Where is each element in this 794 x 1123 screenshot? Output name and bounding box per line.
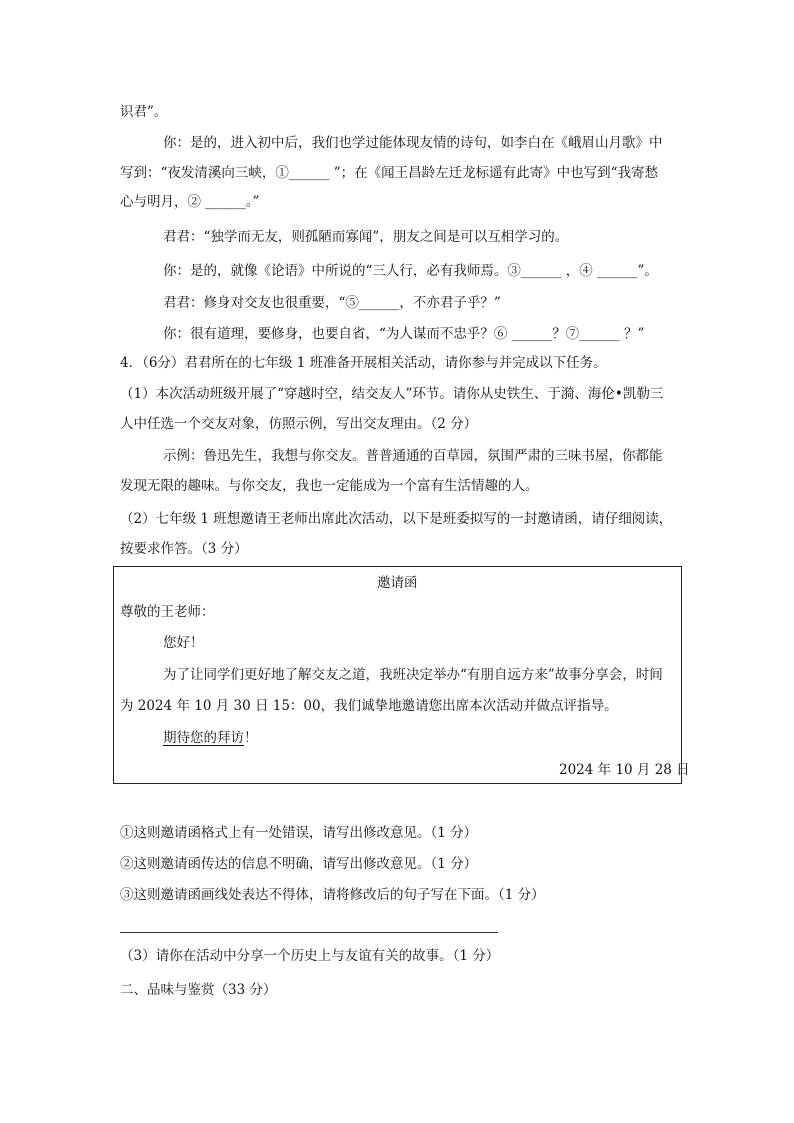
dialogue-line-5: 君君：“独学而无友，则孤陋而寡闻”，朋友之间是可以互相学习的。 (163, 229, 569, 245)
invitation-closing-mark: ！ (244, 730, 258, 746)
dialogue-line-8: 你：很有道理，要修身，也要自省，“为人谋而不忠乎？⑥ ______？⑦______ ？” (163, 326, 645, 342)
question-4-part-1-line-2: 人中任选一个交友对象，仿照示例，写出交友理由。（2 分） (120, 416, 478, 432)
subquestion-3: ③这则邀请函画线处表达不得体，请将修改后的句子写在下面。（1 分） (120, 887, 545, 903)
invitation-greeting: 您好！ (163, 635, 204, 651)
example-line-1: 示例：鲁迅先生，我想与你交友。普普通通的百草园，氛围严肃的三味书屋，你都能 (163, 448, 663, 464)
invitation-body-line-2: 为 2024 年 10 月 30 日 15：00，我们诚挚地邀请您出席本次活动并做点评指导。 (120, 698, 618, 714)
dialogue-line-1: 识君”。 (120, 104, 168, 120)
question-4-header: 4．（6分）君君所在的七年级 1 班准备开展相关活动，请你参与并完成以下任务。 (120, 355, 607, 371)
dialogue-line-2: 你：是的，进入初中后，我们也学过能体现友情的诗句，如李白在《峨眉山月歌》中 (163, 135, 663, 151)
invitation-title: 邀请函 (377, 575, 418, 591)
answer-line (120, 932, 498, 933)
invitation-closing-underlined: 期待您的拜访 (163, 730, 244, 746)
invitation-salutation: 尊敬的王老师： (120, 604, 215, 620)
invitation-body-line-1: 为了让同学们更好地了解交友之道，我班决定举办“有朋自远方来”故事分享会，时间 (163, 667, 663, 683)
question-4-part-2-line-1: （2）七年级 1 班想邀请王老师出席此次活动，以下是班委拟写的一封邀请函，请仔细阅读， (120, 511, 673, 527)
dialogue-line-6: 你：是的，就像《论语》中所说的“三人行，必有我师焉。③______ ，④ ______”。 (163, 263, 658, 279)
subquestion-1: ①这则邀请函格式上有一处错误，请写出修改意见。（1 分） (120, 825, 478, 841)
dialogue-line-7: 君君：修身对交友也很重要，“⑤______，不亦君子乎？” (163, 295, 501, 311)
dialogue-line-3: 写到：“夜发清溪向三峡，①______ ”；在《闻王昌龄左迁龙标遥有此寄》中也写到“我寄愁 (120, 165, 658, 181)
dialogue-line-4: 心与明月，② ______。” (120, 194, 260, 210)
question-4-part-2-line-2: 按要求作答。（3 分） (120, 541, 248, 557)
invitation-closing (163, 729, 258, 747)
invitation-date: 2024 年 10 月 28 日 (559, 762, 690, 778)
subquestion-2: ②这则邀请函传达的信息不明确，请写出修改意见。（1 分） (120, 856, 478, 872)
section-2-heading: 二、品味与鉴赏（33 分） (120, 982, 277, 998)
question-4-part-3: （3）请你在活动中分享一个历史上与友谊有关的故事。（1 分） (120, 948, 500, 964)
question-4-part-1-line-1: （1）本次活动班级开展了“穿越时空，结交友人”环节。请你从史铁生、于漪、海伦•凯勒三 (120, 386, 664, 402)
example-line-2: 发现无限的趣味。与你交友，我也一定能成为一个富有生活情趣的人。 (120, 478, 539, 494)
